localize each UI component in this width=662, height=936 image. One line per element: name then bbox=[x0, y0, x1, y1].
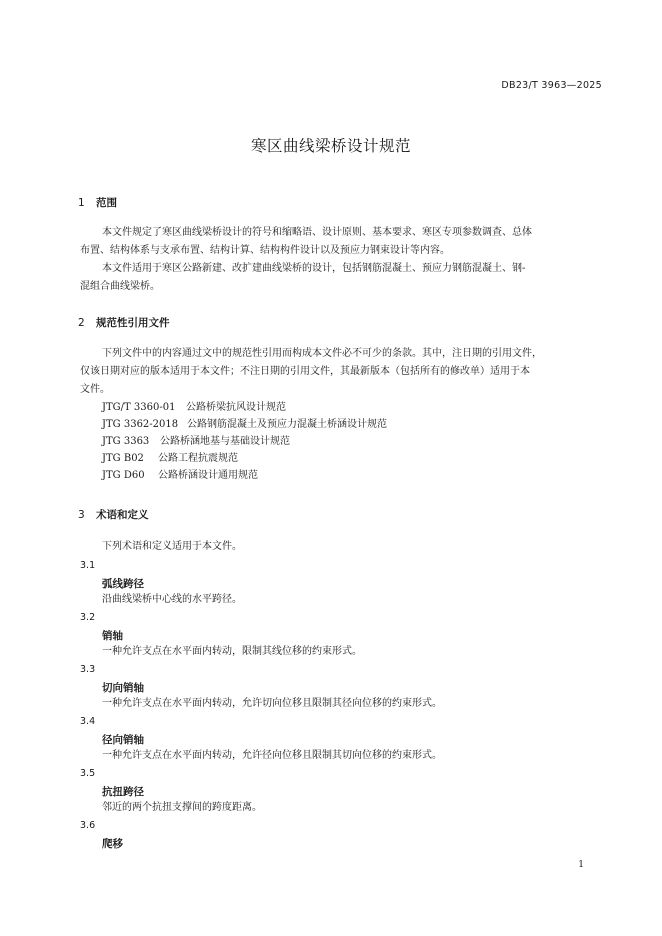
paragraph-line: 布置、结构体系与支承布置、结构计算、结构构件设计以及预应力钢束设计等内容。 bbox=[80, 245, 450, 256]
document-code: DB23/T 3963—2025 bbox=[501, 80, 602, 91]
page-number: 1 bbox=[578, 860, 584, 870]
term-definition: 一种允许支点在水平面内转动，限制其线位移的约束形式。 bbox=[102, 646, 362, 657]
term-definition: 一种允许支点在水平面内转动，允许切向位移且限制其径向位移的约束形式。 bbox=[102, 698, 442, 709]
term-number: 3.4 bbox=[80, 716, 96, 727]
term-number: 3.6 bbox=[80, 820, 96, 831]
reference-title: 公路桥梁抗风设计规范 bbox=[186, 402, 286, 413]
term-name: 径向销轴 bbox=[102, 734, 144, 746]
section-number: 2 bbox=[78, 317, 85, 329]
paragraph-line: 仅该日期对应的版本适用于本文件；不注日期的引用文件，其最新版本（包括所有的修改单）适用于本 bbox=[80, 366, 530, 377]
term-name: 销轴 bbox=[102, 630, 123, 642]
reference-item bbox=[102, 416, 387, 434]
reference-code: JTG B02 bbox=[102, 453, 144, 464]
paragraph-line: 下列术语和定义适用于本文件。 bbox=[102, 541, 242, 552]
reference-title: 公路钢筋混凝土及预应力混凝土桥涵设计规范 bbox=[187, 419, 387, 430]
paragraph-line: 本文件规定了寒区曲线梁桥设计的符号和缩略语、设计原则、基本要求、寒区专项参数调查、总体 bbox=[102, 227, 532, 238]
term-name: 弧线跨径 bbox=[102, 578, 144, 590]
reference-title: 公路桥涵地基与基础设计规范 bbox=[160, 436, 290, 447]
term-name: 爬移 bbox=[102, 838, 123, 850]
paragraph-line: 本文件适用于寒区公路新建、改扩建曲线梁桥的设计，包括钢筋混凝土、预应力钢筋混凝土、钢- bbox=[102, 263, 526, 274]
term-number: 3.3 bbox=[80, 664, 96, 675]
term-name: 抗扭跨径 bbox=[102, 786, 144, 798]
term-number: 3.2 bbox=[80, 612, 96, 623]
document-title: 寒区曲线梁桥设计规范 bbox=[250, 137, 411, 155]
section-3-heading bbox=[78, 507, 149, 522]
paragraph-line: 混组合曲线梁桥。 bbox=[80, 281, 160, 292]
section-title: 范围 bbox=[96, 197, 117, 209]
section-number: 3 bbox=[78, 509, 85, 521]
reference-item bbox=[102, 399, 286, 417]
term-definition: 一种允许支点在水平面内转动，允许径向位移且限制其切向位移的约束形式。 bbox=[102, 750, 442, 761]
reference-code: JTG 3362-2018 bbox=[102, 419, 179, 430]
reference-title: 公路桥涵设计通用规范 bbox=[158, 470, 258, 481]
reference-item bbox=[102, 433, 290, 451]
section-2-heading bbox=[78, 315, 170, 330]
term-definition: 邻近的两个抗扭支撑间的跨度距离。 bbox=[102, 802, 262, 813]
reference-code: JTG D60 bbox=[102, 470, 145, 481]
reference-code: JTG 3363 bbox=[102, 436, 150, 447]
section-1-heading bbox=[78, 195, 117, 210]
paragraph-line: 文件。 bbox=[80, 384, 110, 395]
paragraph-line: 下列文件中的内容通过文中的规范性引用而构成本文件必不可少的条款。其中，注日期的引用文件， bbox=[102, 348, 542, 359]
section-title: 规范性引用文件 bbox=[96, 317, 170, 329]
term-name: 切向销轴 bbox=[102, 682, 144, 694]
section-number: 1 bbox=[78, 197, 85, 209]
term-number: 3.1 bbox=[80, 560, 96, 571]
term-definition: 沿曲线梁桥中心线的水平跨径。 bbox=[102, 594, 242, 605]
reference-title: 公路工程抗震规范 bbox=[158, 453, 238, 464]
reference-item bbox=[102, 450, 238, 468]
reference-code: JTG/T 3360-01 bbox=[102, 402, 176, 413]
section-title: 术语和定义 bbox=[96, 509, 149, 521]
reference-item bbox=[102, 467, 258, 485]
term-number: 3.5 bbox=[80, 768, 96, 779]
